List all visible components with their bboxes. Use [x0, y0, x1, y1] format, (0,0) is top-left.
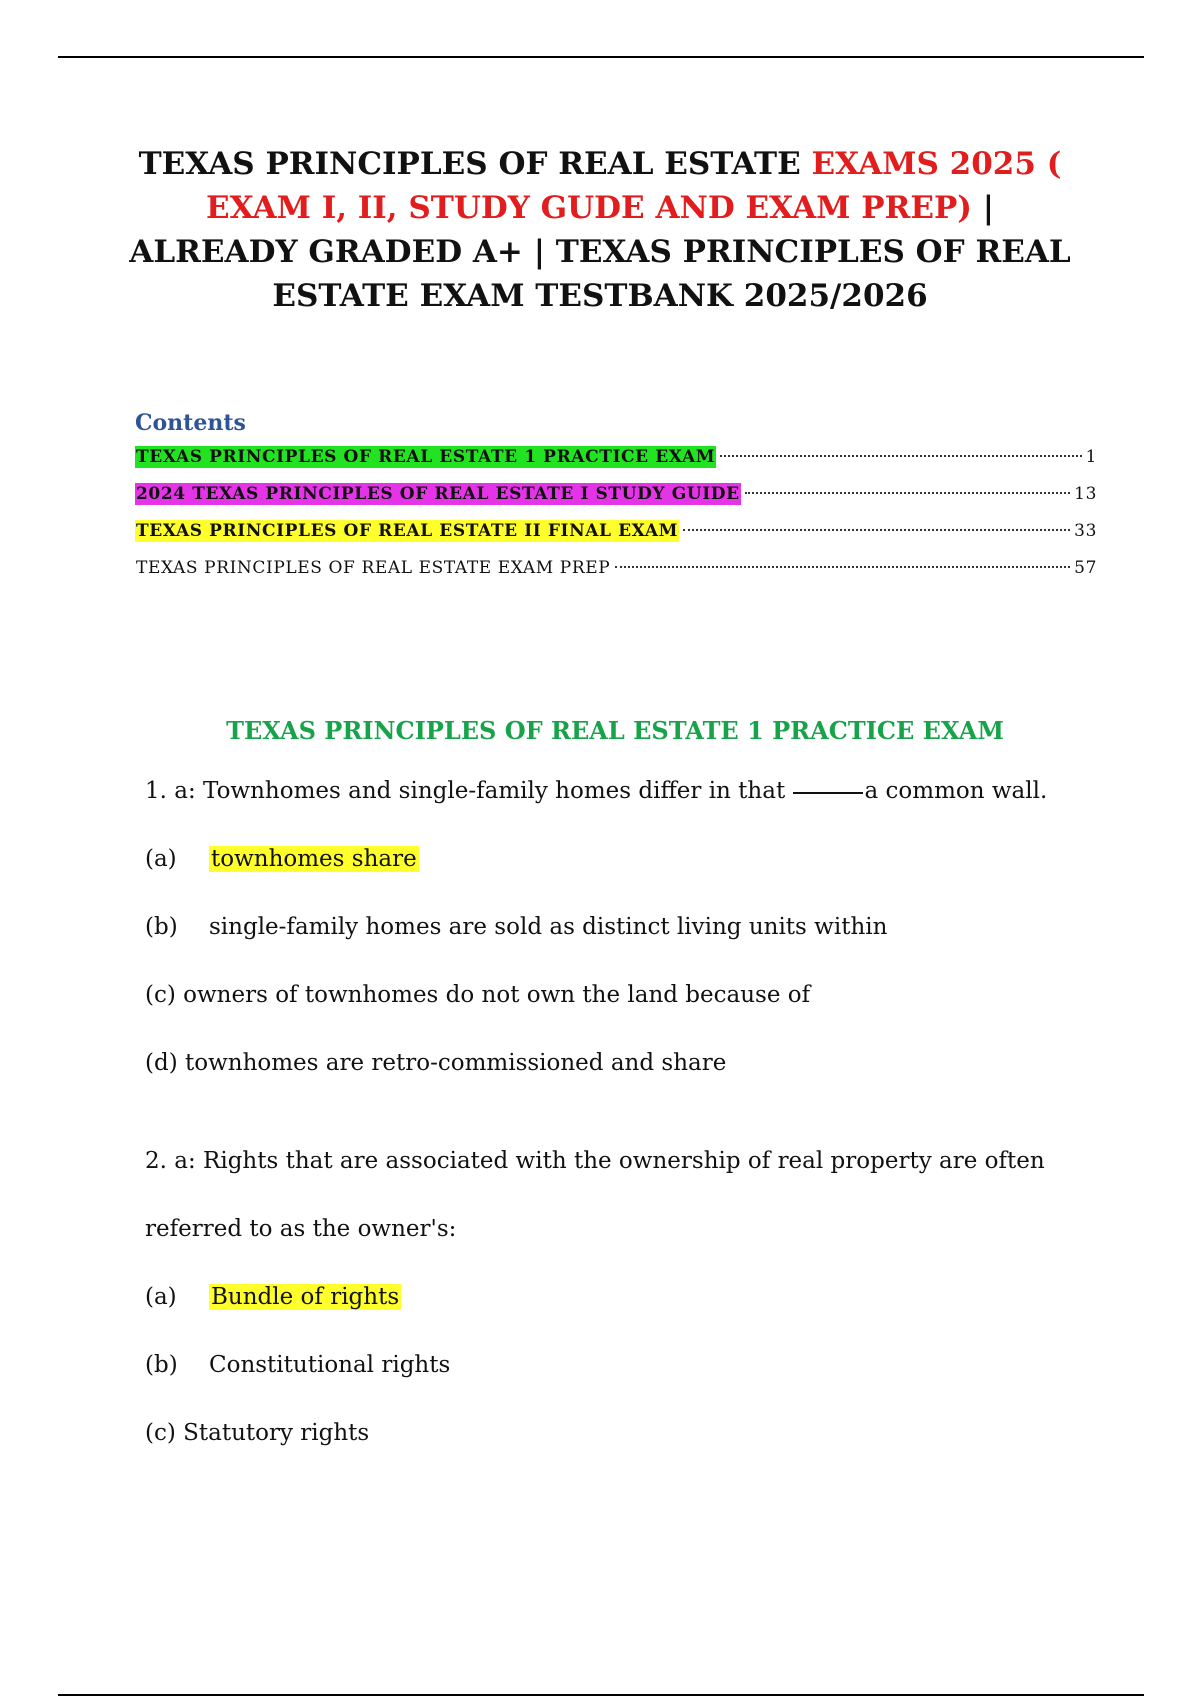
option-text: townhomes are retro-commissioned and share	[184, 1050, 727, 1076]
option-text: owners of townhomes do not own the land because of	[183, 982, 811, 1008]
option-letter: (a)	[145, 846, 177, 872]
question-2-option-b	[145, 1352, 450, 1378]
option-letter: (c)	[145, 982, 176, 1008]
title-part-1: TEXAS PRINCIPLES OF REAL ESTATE	[138, 146, 812, 182]
toc-leader-dots	[745, 492, 1070, 494]
toc-leader-dots	[720, 455, 1081, 457]
question-2-option-a	[145, 1284, 401, 1310]
option-text: Statutory rights	[183, 1420, 370, 1446]
toc-entry[interactable]	[135, 483, 1097, 520]
question-prompt-end: a common wall.	[864, 778, 1048, 804]
toc-leader-dots	[615, 566, 1070, 568]
toc-entry[interactable]	[135, 557, 1097, 594]
document-title	[120, 142, 1080, 318]
question-2-prompt-line-2: referred to as the owner's:	[145, 1216, 457, 1242]
option-text-highlighted: townhomes share	[211, 846, 417, 872]
option-letter: (a)	[145, 1284, 177, 1310]
title-part-2-red: EXAMS 2025 ( EXAM I, II, STUDY GUDE AND EXAM PREP)	[205, 146, 1062, 226]
answer-blank	[793, 792, 863, 794]
toc-entry-label[interactable]: 2024 TEXAS PRINCIPLES OF REAL ESTATE I STUDY GUIDE	[136, 484, 740, 504]
top-rule	[58, 56, 1144, 58]
toc-entry-page: 1	[1085, 447, 1097, 467]
toc-entry-page: 57	[1074, 558, 1097, 578]
option-letter: (d)	[145, 1050, 178, 1076]
toc-entry[interactable]	[135, 520, 1097, 557]
question-1-option-d	[145, 1050, 726, 1076]
question-2-prompt-line-1: 2. a: Rights that are associated with the ownership of real property are often	[145, 1148, 1045, 1174]
bottom-rule	[58, 1694, 1144, 1696]
toc-entry[interactable]	[135, 446, 1097, 483]
toc-entry-label[interactable]: TEXAS PRINCIPLES OF REAL ESTATE EXAM PREP	[136, 558, 611, 578]
option-text-highlighted: Bundle of rights	[211, 1284, 400, 1310]
option-letter: (b)	[145, 1352, 178, 1378]
option-text: single-family homes are sold as distinct living units within	[209, 914, 888, 940]
option-text: Constitutional rights	[209, 1352, 451, 1378]
table-of-contents	[135, 410, 1097, 594]
question-1-option-c	[145, 982, 810, 1008]
question-prompt-start: 1. a: Townhomes and single-family homes differ in that	[145, 778, 793, 804]
toc-entry-label[interactable]: TEXAS PRINCIPLES OF REAL ESTATE 1 PRACTICE EXAM	[136, 447, 716, 467]
section-heading: TEXAS PRINCIPLES OF REAL ESTATE 1 PRACTICE EXAM	[226, 716, 1004, 745]
toc-leader-dots	[683, 529, 1070, 531]
contents-heading: Contents	[135, 410, 246, 436]
question-1-prompt	[145, 778, 1047, 804]
question-1-option-b	[145, 914, 887, 940]
title-part-3: | ALREADY GRADED A+ | TEXAS PRINCIPLES OF REAL ESTATE EXAM TESTBANK 2025/2026	[129, 190, 1071, 314]
toc-entry-label[interactable]: TEXAS PRINCIPLES OF REAL ESTATE II FINAL EXAM	[136, 521, 679, 541]
question-2-option-c	[145, 1420, 369, 1446]
option-letter: (b)	[145, 914, 178, 940]
question-1-option-a	[145, 846, 419, 872]
option-letter: (c)	[145, 1420, 176, 1446]
toc-entry-page: 13	[1074, 484, 1097, 504]
toc-entry-page: 33	[1074, 521, 1097, 541]
